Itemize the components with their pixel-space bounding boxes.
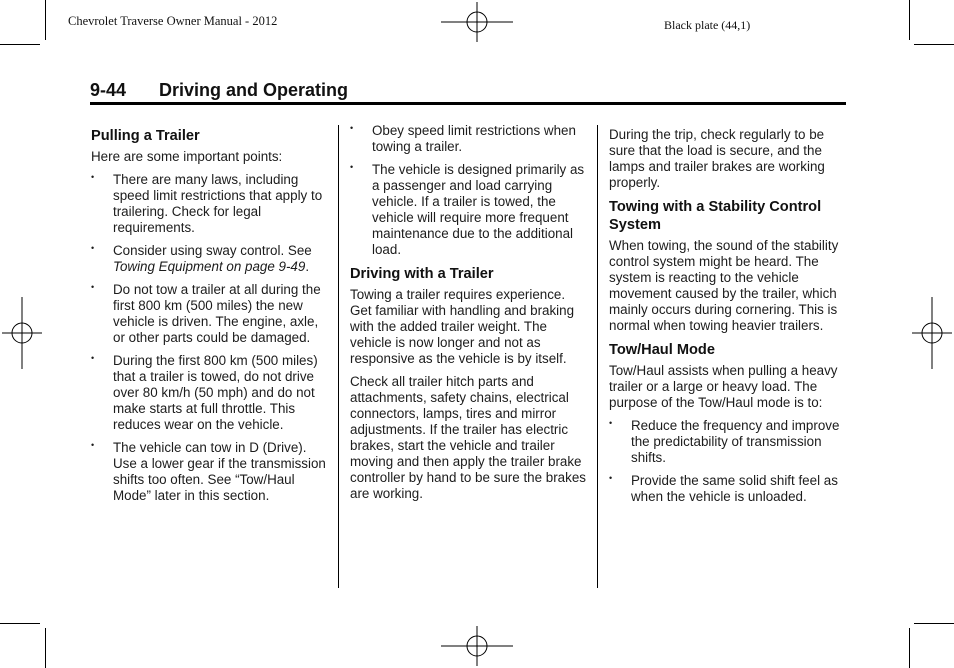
heading-driving-with-a-trailer: Driving with a Trailer	[350, 266, 494, 282]
section-title: Driving and Operating	[159, 80, 349, 100]
manual-title: Chevrolet Traverse Owner Manual - 2012	[68, 14, 278, 28]
crop-mark	[914, 623, 954, 624]
bullet-icon: •	[350, 162, 354, 172]
crop-mark	[914, 44, 954, 45]
paragraph: Towing a trailer requires experience. Get familiar with handling and braking with the added trailer weight. The vehicle is now longer and not as responsive as the vehicle is by itself.	[350, 287, 575, 366]
registration-mark-icon	[2, 297, 42, 369]
bullet-icon: •	[91, 243, 95, 253]
bullet-icon: •	[91, 440, 95, 450]
bullet-icon: •	[91, 172, 95, 182]
cross-reference-link[interactable]: Towing Equipment on page 9-49	[113, 259, 306, 274]
header-rule	[90, 102, 846, 105]
heading-tow-haul-mode: Tow/Haul Mode	[609, 342, 715, 358]
crop-mark	[45, 628, 46, 668]
column-divider	[338, 125, 339, 588]
paragraph: Tow/Haul assists when pulling a heavy trailer or a large or heavy load. The purpose of the Tow/Haul mode is to:	[609, 363, 838, 410]
bullet-icon: •	[350, 123, 354, 133]
intro-text: Here are some important points:	[91, 149, 283, 164]
list-item: • There are many laws, including speed limit restrictions that apply to trailering. Check for legal requirements.	[91, 172, 328, 236]
list-item: • The vehicle is designed primarily as a passenger and load carrying vehicle. If a trailer is towed, the vehicle will require more frequent maintenance due to the additional load.	[350, 162, 588, 258]
registration-mark-icon	[441, 2, 513, 42]
crop-mark	[909, 628, 910, 668]
registration-mark-icon	[912, 297, 952, 369]
bullet-list	[609, 418, 849, 505]
bullet-icon: •	[609, 418, 613, 428]
column-1	[91, 123, 328, 511]
list-item: • Consider using sway control. See Towing Equipment on page 9-49.	[91, 243, 328, 275]
bullet-icon: •	[609, 473, 613, 483]
crop-mark	[0, 623, 40, 624]
column-2	[350, 123, 588, 509]
crop-mark	[0, 44, 40, 45]
crop-mark	[909, 0, 910, 40]
crop-mark	[45, 0, 46, 40]
bullet-icon: •	[91, 353, 95, 363]
bullet-list	[350, 123, 588, 258]
list-item: • Provide the same solid shift feel as when the vehicle is unloaded.	[609, 473, 849, 505]
page-number: 9-44	[90, 80, 127, 100]
paragraph: Check all trailer hitch parts and attachments, safety chains, electrical connectors, lamps, tires and mirror adjustments. If the trailer has electric brakes, start the vehicle and trailer moving and then apply the trailer brake controller by hand to be sure the brakes are working.	[350, 374, 586, 501]
plate-label: Black plate (44,1)	[664, 18, 751, 32]
page-header	[90, 80, 348, 101]
list-item: • The vehicle can tow in D (Drive). Use a lower gear if the transmission shifts too often. See “Tow/Haul Mode” later in this section.	[91, 440, 328, 504]
paragraph: During the trip, check regularly to be sure that the load is secure, and the lamps and trailer brakes are working properly.	[609, 127, 825, 190]
heading-pulling-a-trailer: Pulling a Trailer	[91, 128, 200, 144]
column-divider	[597, 125, 598, 588]
list-item: • Reduce the frequency and improve the predictability of transmission shifts.	[609, 418, 849, 466]
column-3	[609, 123, 849, 512]
list-item: • Obey speed limit restrictions when towing a trailer.	[350, 123, 588, 155]
bullet-list	[91, 172, 328, 504]
registration-mark-icon	[441, 626, 513, 666]
paragraph: When towing, the sound of the stability control system might be heard. The system is reacting to the vehicle movement caused by the trailer, which mainly occurs during cornering. This is normal when towing heavier trailers.	[609, 238, 839, 333]
list-item: • During the first 800 km (500 miles) that a trailer is towed, do not drive over 80 km/h (50 mph) and do not make starts at full throttle. This reduces wear on the vehicle.	[91, 353, 328, 433]
heading-stability-control: Towing with a Stability Control System	[609, 199, 822, 233]
list-item: • Do not tow a trailer at all during the first 800 km (500 miles) the new vehicle is driven. The engine, axle, or other parts could be damaged.	[91, 282, 328, 346]
bullet-icon: •	[91, 282, 95, 292]
